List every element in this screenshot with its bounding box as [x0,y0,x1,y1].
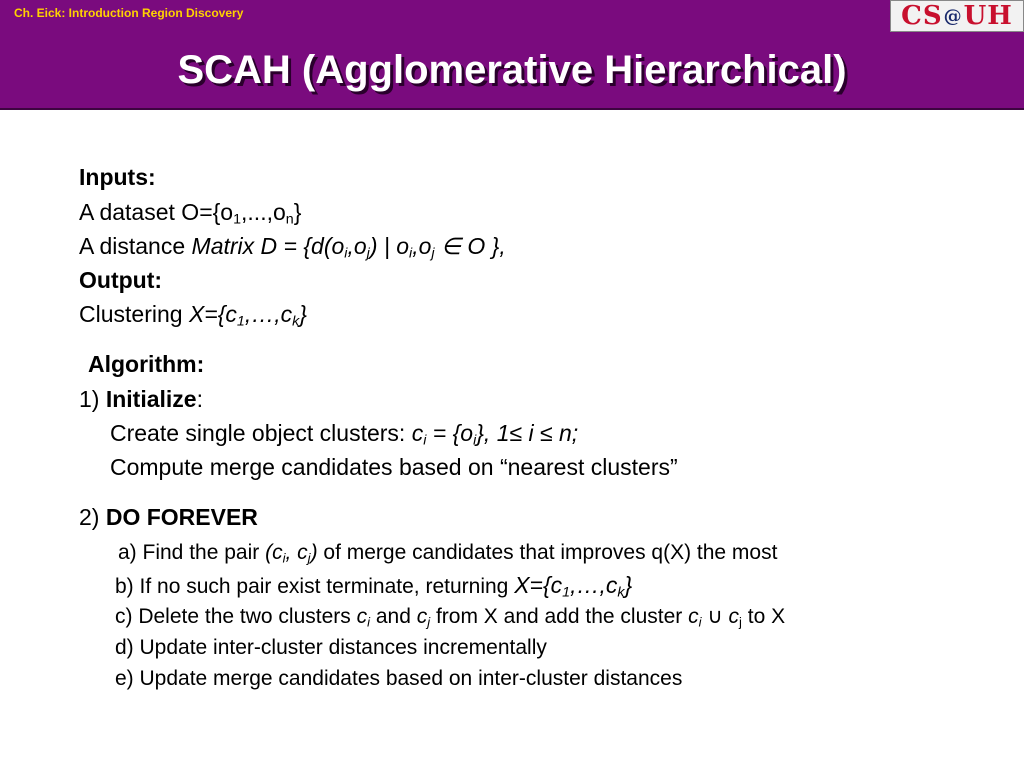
clustering-sub: k [292,313,300,330]
step1-colon: : [196,386,203,412]
step-c-text: c) Delete the two clusters [115,605,357,628]
union-symbol: ∪ [701,605,729,628]
header-divider [0,108,1024,110]
slide-header [0,0,1024,108]
step-b-sub: k [617,584,625,601]
step-c-text: to X [741,605,786,628]
step-c-sub: j [427,614,431,630]
matrix-text: ) | o [369,233,410,259]
clustering-text: Clustering [79,301,189,327]
matrix-text: ,o [347,233,367,259]
clustering-line [79,300,307,328]
dataset-text: A dataset O={o [79,199,234,225]
step2-label: DO FOREVER [105,504,258,530]
step-c-text: c [416,605,428,628]
step-a [118,539,777,567]
step-c-text: c [728,605,740,628]
step1-line [79,385,203,413]
create-text: c [411,420,424,446]
matrix-sub: i [344,245,348,262]
output-heading: Output: [79,267,163,293]
clustering-text: } [299,301,307,327]
step-b-text: ,…,c [570,572,618,598]
matrix-text: ,o [412,233,432,259]
create-sub: i [423,432,427,449]
logo-at: @ [943,5,963,27]
step-c-sub: i [367,614,370,630]
compute-line: Compute merge candidates based on “nearest clusters” [110,454,678,480]
create-line [110,419,578,447]
step-e: e) Update merge candidates based on inter-cluster distances [115,667,683,690]
matrix-text: A distance [79,233,192,259]
step-c-sub: j [739,614,742,630]
step1-label: Initialize [105,386,197,412]
create-sub: i [473,432,477,449]
logo-uh: UH [963,1,1013,31]
step2-number: 2) [79,504,106,530]
step1-number: 1) [79,386,106,412]
matrix-text: ∈ O }, [434,233,506,259]
clustering-text: ,…,c [244,301,293,327]
step-c-text: c [688,605,699,628]
dataset-sub: 1 [233,211,242,228]
step-b-text: } [624,572,633,598]
dataset-sub: n [285,211,294,228]
clustering-text: X={c [188,301,237,327]
step-b-sub: 1 [562,584,571,601]
clustering-sub: 1 [236,313,245,330]
step-a-text: a) Find the pair [118,541,266,564]
step-c-sub: i [698,614,702,630]
inputs-heading: Inputs: [79,164,156,190]
step-a-text: ) [310,541,318,564]
step-a-sub: i [282,550,286,566]
dataset-line [79,198,301,226]
matrix-text: Matrix D = {d(o [191,233,345,259]
matrix-sub: j [366,245,370,262]
step-c-text: from X and add the cluster [430,605,689,628]
matrix-sub: j [431,245,435,262]
logo-cs: CS [901,1,943,31]
matrix-sub: i [409,245,413,262]
breadcrumb: Ch. Eick: Introduction Region Discovery [14,6,244,20]
step-b [115,571,632,601]
create-text: = {o [426,420,474,446]
matrix-line [79,232,506,260]
step-a-text: (c [265,541,283,564]
step-c-text: c [356,605,368,628]
cs-uh-logo [890,0,1024,32]
dataset-text: } [293,199,302,225]
step-a-sub: j [307,550,311,566]
step-b-text: b) If no such pair exist terminate, returning [115,575,515,598]
create-text: }, 1≤ i ≤ n; [476,420,579,446]
dataset-text: ,...,o [241,199,286,225]
algorithm-heading: Algorithm: [88,351,205,377]
step-c-text: and [370,605,417,628]
slide-title: SCAH (Agglomerative Hierarchical) [177,48,847,92]
step-a-text: , c [285,541,308,564]
step2-line [79,503,258,531]
create-text: Create single object clusters: [110,420,412,446]
step-b-text: X={c [514,572,563,598]
step-a-text: of merge candidates that improves q(X) the most [317,541,778,564]
step-d: d) Update inter-cluster distances incrementally [115,636,547,659]
step-c [115,603,785,631]
